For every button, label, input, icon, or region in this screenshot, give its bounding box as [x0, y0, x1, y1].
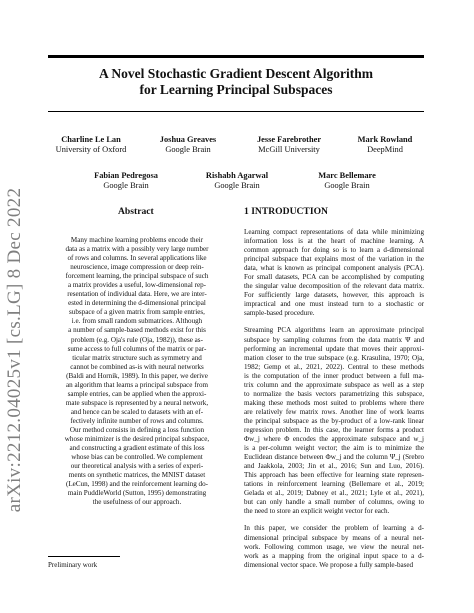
author-affiliation: University of Oxford	[55, 145, 127, 154]
author-block	[257, 135, 321, 155]
author-name: Fabian Pedregosa	[94, 171, 158, 180]
text-line: is a per-column weight vector; the aim is to minimize the	[244, 444, 424, 453]
author-block	[318, 171, 376, 191]
text-line: Euclidean distance between Φw_j and the column Ψ_j (Srebro	[244, 453, 424, 462]
author-block	[56, 135, 127, 155]
text-line: but can only handle a small number of columns, owing to	[244, 498, 424, 507]
text-line: dimensional principal subspace by means of a neural net-	[244, 533, 424, 542]
text-line: is the computation of the inner product between a full ma-	[244, 371, 424, 380]
author-name: Joshua Greaves	[159, 135, 217, 144]
author-name: Mark Rowland	[357, 135, 413, 144]
text-line: dimensional vector space. We propose a fully sample-based	[244, 560, 414, 569]
text-line: For sufficiently large datasets, however, this approach is	[244, 291, 424, 300]
text-line: Gelada et al., 2019; Dabney et al., 2021; Lyle et al., 2021),	[244, 489, 424, 498]
arxiv-identifier: arXiv:2212.04025v1 [cs.LG] 8 Dec 2022	[4, 187, 25, 513]
text-line: mation closer to the true subspace (e.g. Krasulina, 1970; Oja,	[244, 353, 424, 362]
text-line: an algorithm that learns a principal subspace from	[65, 380, 209, 389]
text-line: sample entries, can be applied when the approxi-	[67, 389, 207, 398]
text-line: ticular matrix structure such as symmetry and	[72, 353, 202, 362]
text-line: whose minimizer is the desired principal subspace,	[64, 435, 210, 444]
author-affiliation: Google Brain	[324, 181, 370, 190]
text-line: trix column and the approximate subspace as well as a step	[244, 380, 424, 389]
text-line: Many machine learning problems encode their	[70, 236, 204, 244]
author-block	[94, 171, 158, 191]
text-line: ested in determining the d-dimensional principal	[68, 299, 206, 308]
text-line: and Jaakkola, 2003; Jin et al., 2016; Sun and Luo, 2016).	[244, 462, 424, 471]
text-line: and hence can be scaled to datasets with an ef-	[70, 407, 204, 416]
text-line: common approach for doing so is to learn a d-dimensional	[244, 246, 424, 255]
author-affiliation: Google Brain	[165, 145, 211, 154]
text-line: In this paper, we consider the problem of learning a d-	[244, 524, 424, 533]
text-line: Φw_j where Φ encodes the approximate subspace and w_j	[244, 435, 424, 444]
text-line: sample-based procedure.	[244, 309, 315, 318]
text-line: are relatively few matrix rows. Another line of work learns	[244, 407, 424, 416]
text-line: fectively infinite number of rows and columns.	[70, 416, 204, 425]
arxiv-stamp	[0, 150, 30, 550]
text-line: the principal subspace as the by-product of a low-rank linear	[244, 416, 424, 425]
text-line: sume access to full columns of the matrix or par-	[67, 344, 207, 353]
author-affiliation: Google Brain	[214, 181, 260, 190]
text-line: Our method consists in defining a loss function	[69, 425, 205, 434]
text-line: performing an incremental update that moves their approxi-	[244, 344, 424, 353]
text-line: tations in reinforcement learning (Bellemare et al., 2019;	[244, 480, 424, 489]
text-line: regression problem. In this case, the learner forms a product	[244, 425, 424, 434]
text-line: and constructing a gradient estimate of this loss	[69, 444, 205, 453]
title-top-rule	[48, 55, 424, 58]
introduction-body	[244, 228, 424, 570]
text-line: work. Following common usage, we view the neural net-	[244, 542, 424, 551]
author-name: Marc Bellemare	[318, 171, 376, 180]
author-name: Charline Le Lan	[61, 135, 121, 144]
text-line: subspace by sampling columns from the data matrix Ψ and	[244, 335, 424, 344]
text-line: problem (e.g. Oja's rule (Oja, 1982)), these as-	[71, 335, 203, 344]
text-line: subspace of a given matrix from sample entries,	[69, 308, 205, 317]
text-line: a matrix provides a useful, low-dimensional rep-	[67, 281, 207, 290]
footnote-rule	[48, 556, 120, 557]
text-line: information loss is at the heart of machine learning. A	[244, 237, 424, 246]
author-name: Rishabh Agarwal	[205, 171, 269, 180]
author-block	[206, 171, 268, 191]
text-line: resentation of individual data. Here, we are inter-	[67, 290, 207, 299]
text-line: whose bias can be controlled. We complement	[71, 453, 203, 462]
text-line: the singular value decomposition of the relevant data matrix.	[244, 282, 424, 291]
footnote: Preliminary work	[48, 561, 98, 569]
author-name: Jesse Farebrother	[256, 135, 322, 144]
text-line: Streaming PCA algorithms learn an approximate principal	[244, 326, 424, 335]
text-line: of rows and columns. In several applications like	[67, 254, 207, 263]
intro-paragraph-1	[244, 228, 424, 318]
text-line: data, what is known as principal component analysis (PCA).	[244, 264, 424, 273]
abstract-heading: Abstract	[118, 206, 154, 217]
text-line: For small datasets, PCA can be accomplished by computing	[244, 273, 424, 282]
text-line: the need to store an explicit weight vector for each.	[244, 507, 390, 516]
author-affiliation: DeepMind	[367, 145, 403, 154]
introduction-heading: 1 INTRODUCTION	[244, 206, 328, 217]
author-block	[358, 135, 413, 155]
title-bottom-rule	[48, 111, 424, 112]
text-line: cannot be combined as-is with neural networks	[70, 362, 204, 371]
text-line: work as a mapping from the original input space to a d-	[244, 551, 424, 560]
text-line: impractical and one must instead turn to a stochastic or	[244, 300, 424, 309]
text-line: principal subspace that explains most of the variation in the	[244, 255, 424, 264]
text-line: our theoretical analysis with a series of experi-	[70, 462, 204, 471]
text-line: This approach has been effective for learning state represen-	[244, 471, 424, 480]
author-affiliation: McGill University	[258, 145, 320, 154]
text-line: (LeCun, 1998) and the reinforcement learning do-	[65, 480, 209, 489]
author-affiliation: Google Brain	[103, 181, 149, 190]
text-line: main PuddleWorld (Sutton, 1995) demonstrating	[67, 489, 207, 498]
paper-title	[48, 66, 424, 98]
abstract-body	[57, 236, 217, 507]
text-line: a number of sample-based methods exist for this	[68, 326, 206, 335]
text-line: mate subspace is represented by a neural network,	[65, 398, 209, 407]
text-line: i.e. from small random submatrices. Although	[71, 317, 203, 326]
intro-paragraph-3	[244, 524, 424, 569]
text-line: forcement learning, the principal subspace of such	[65, 272, 209, 281]
text-line: 1982; Gemp et al., 2021, 2022). Central to these methods	[244, 362, 424, 371]
text-line: data as a matrix with a possibly very large number	[65, 245, 209, 254]
text-line: ments on synthetic matrices, the MNIST dataset	[68, 471, 206, 480]
text-line: (Baldi and Hornik, 1989). In this paper, we derive	[66, 371, 208, 380]
author-block	[160, 135, 216, 155]
text-line: Learning compact representations of data while minimizing	[244, 228, 424, 236]
title-line: A Novel Stochastic Gradient Descent Algorithm	[98, 66, 374, 81]
text-line: to normalize the basis vectors parametrizing this subspace,	[244, 389, 424, 398]
text-line: neuroscience, image compression or deep rein-	[70, 263, 204, 272]
title-line: for Learning Principal Subspaces	[139, 82, 333, 97]
text-line: the usefulness of our approach.	[92, 498, 182, 507]
text-line: making these methods most suited to problems where there	[244, 398, 424, 407]
intro-paragraph-2	[244, 326, 424, 516]
